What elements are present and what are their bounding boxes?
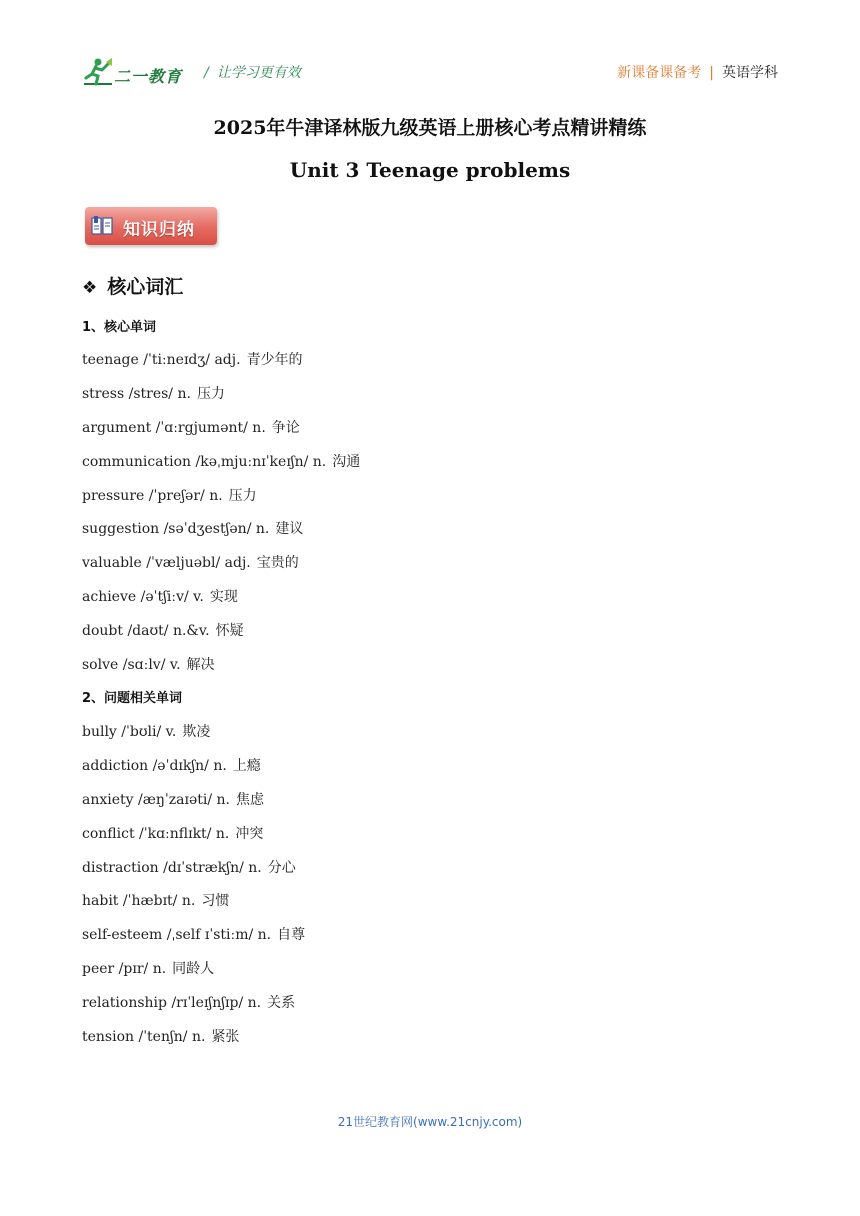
vocab-entry: teenage /ˈtiːneɪdʒ/ adj. bbox=[82, 352, 241, 368]
vocab-item bbox=[82, 552, 299, 572]
vocab-item bbox=[82, 451, 360, 471]
document-title: 2025年牛津译林版九级英语上册核心考点精讲精练 bbox=[213, 117, 647, 139]
vocab-meaning: 实现 bbox=[209, 589, 238, 605]
vocab-item bbox=[82, 958, 214, 978]
badge-label: 知识归纳 bbox=[123, 220, 195, 240]
vocab-item bbox=[82, 755, 261, 775]
unit-title: Unit 3 Teenage problems bbox=[289, 158, 571, 182]
group-heading: 1、核心单词 bbox=[82, 320, 157, 335]
vocab-entry: bully /ˈbʊli/ v. bbox=[82, 724, 177, 740]
vocab-item bbox=[82, 383, 225, 403]
slogan: / 让学习更有效 bbox=[204, 65, 301, 81]
vocab-item bbox=[82, 721, 210, 741]
vocab-meaning: 焦虑 bbox=[235, 792, 264, 808]
vocab-item bbox=[82, 789, 264, 809]
page-header bbox=[82, 54, 778, 90]
vocab-entry: pressure /ˈpreʃər/ n. bbox=[82, 488, 223, 504]
course-tag: 新课备课备考 bbox=[617, 65, 702, 81]
vocab-item bbox=[82, 823, 263, 843]
vocab-meaning: 建议 bbox=[275, 521, 304, 537]
vocab-entry: relationship /rɪˈleɪʃnʃɪp/ n. bbox=[82, 995, 262, 1011]
vocab-item bbox=[82, 890, 229, 910]
vocab-meaning: 压力 bbox=[196, 386, 225, 402]
vocab-meaning: 上瘾 bbox=[232, 758, 261, 774]
vocab-meaning: 压力 bbox=[228, 488, 257, 504]
vocab-entry: suggestion /səˈdʒestʃən/ n. bbox=[82, 521, 270, 537]
vocab-entry: self-esteem /ˌself ɪˈstiːm/ n. bbox=[82, 927, 272, 943]
vocab-item bbox=[82, 586, 238, 606]
vocab-entry: habit /ˈhæbɪt/ n. bbox=[82, 893, 196, 909]
vocab-item bbox=[82, 857, 296, 877]
vocab-meaning: 解决 bbox=[186, 657, 215, 673]
vocab-entry: addiction /əˈdɪkʃn/ n. bbox=[82, 758, 227, 774]
vocab-entry: communication /kəˌmjuːnɪˈkeɪʃn/ n. bbox=[82, 454, 327, 470]
vocab-meaning: 沟通 bbox=[332, 454, 361, 470]
vocab-item bbox=[82, 992, 295, 1012]
vocab-item bbox=[82, 349, 303, 369]
header-tags bbox=[617, 62, 778, 82]
vocab-meaning: 冲突 bbox=[235, 826, 264, 842]
group-heading: 2、问题相关单词 bbox=[82, 691, 183, 706]
vocab-item bbox=[82, 924, 305, 944]
vocab-item bbox=[82, 518, 303, 538]
vocab-item bbox=[82, 485, 257, 505]
vocab-meaning: 同龄人 bbox=[172, 961, 215, 977]
vocab-item bbox=[82, 1026, 239, 1046]
vocab-entry: solve /sɑːlv/ v. bbox=[82, 657, 181, 673]
vocab-item bbox=[82, 417, 300, 437]
vocab-entry: achieve /əˈtʃiːv/ v. bbox=[82, 589, 204, 605]
section-title: 核心词汇 bbox=[107, 276, 184, 298]
vocab-entry: doubt /daʊt/ n.&v. bbox=[82, 623, 210, 639]
vocab-meaning: 欺凌 bbox=[182, 724, 211, 740]
vocab-entry: tension /ˈtenʃn/ n. bbox=[82, 1029, 206, 1045]
tag-separator: | bbox=[709, 65, 714, 81]
vocab-meaning: 自尊 bbox=[277, 927, 306, 943]
vocab-meaning: 青少年的 bbox=[246, 352, 303, 368]
vocab-item bbox=[82, 620, 244, 640]
diamond-bullet-icon: ❖ bbox=[82, 278, 98, 298]
knowledge-summary-badge bbox=[85, 207, 217, 245]
vocab-entry: anxiety /æŋˈzaɪəti/ n. bbox=[82, 792, 230, 808]
slogan-text: 让学习更有效 bbox=[216, 65, 301, 81]
page-footer: 21世纪教育网(www.21cnjy.com) bbox=[337, 1115, 523, 1129]
vocab-meaning: 宝贵的 bbox=[256, 555, 299, 571]
vocab-entry: valuable /ˈvæljuəbl/ adj. bbox=[82, 555, 251, 571]
vocab-entry: conflict /ˈkɑːnflɪkt/ n. bbox=[82, 826, 230, 842]
vocab-entry: stress /stres/ n. bbox=[82, 386, 191, 402]
vocab-entry: argument /ˈɑːrgjumənt/ n. bbox=[82, 420, 266, 436]
section-heading bbox=[82, 272, 183, 299]
vocab-meaning: 分心 bbox=[267, 860, 296, 876]
book-icon bbox=[90, 214, 114, 238]
vocab-entry: distraction /dɪˈstrækʃn/ n. bbox=[82, 860, 262, 876]
vocab-meaning: 怀疑 bbox=[215, 623, 244, 639]
brand-logo bbox=[82, 56, 192, 90]
vocab-meaning: 紧张 bbox=[211, 1029, 240, 1045]
vocab-meaning: 习惯 bbox=[201, 893, 230, 909]
vocab-meaning: 争论 bbox=[271, 420, 300, 436]
vocab-item bbox=[82, 654, 215, 674]
vocab-entry: peer /pɪr/ n. bbox=[82, 961, 167, 977]
subject-tag: 英语学科 bbox=[722, 65, 778, 81]
logo-text: 二一教育 bbox=[114, 67, 183, 86]
vocab-meaning: 关系 bbox=[267, 995, 296, 1011]
